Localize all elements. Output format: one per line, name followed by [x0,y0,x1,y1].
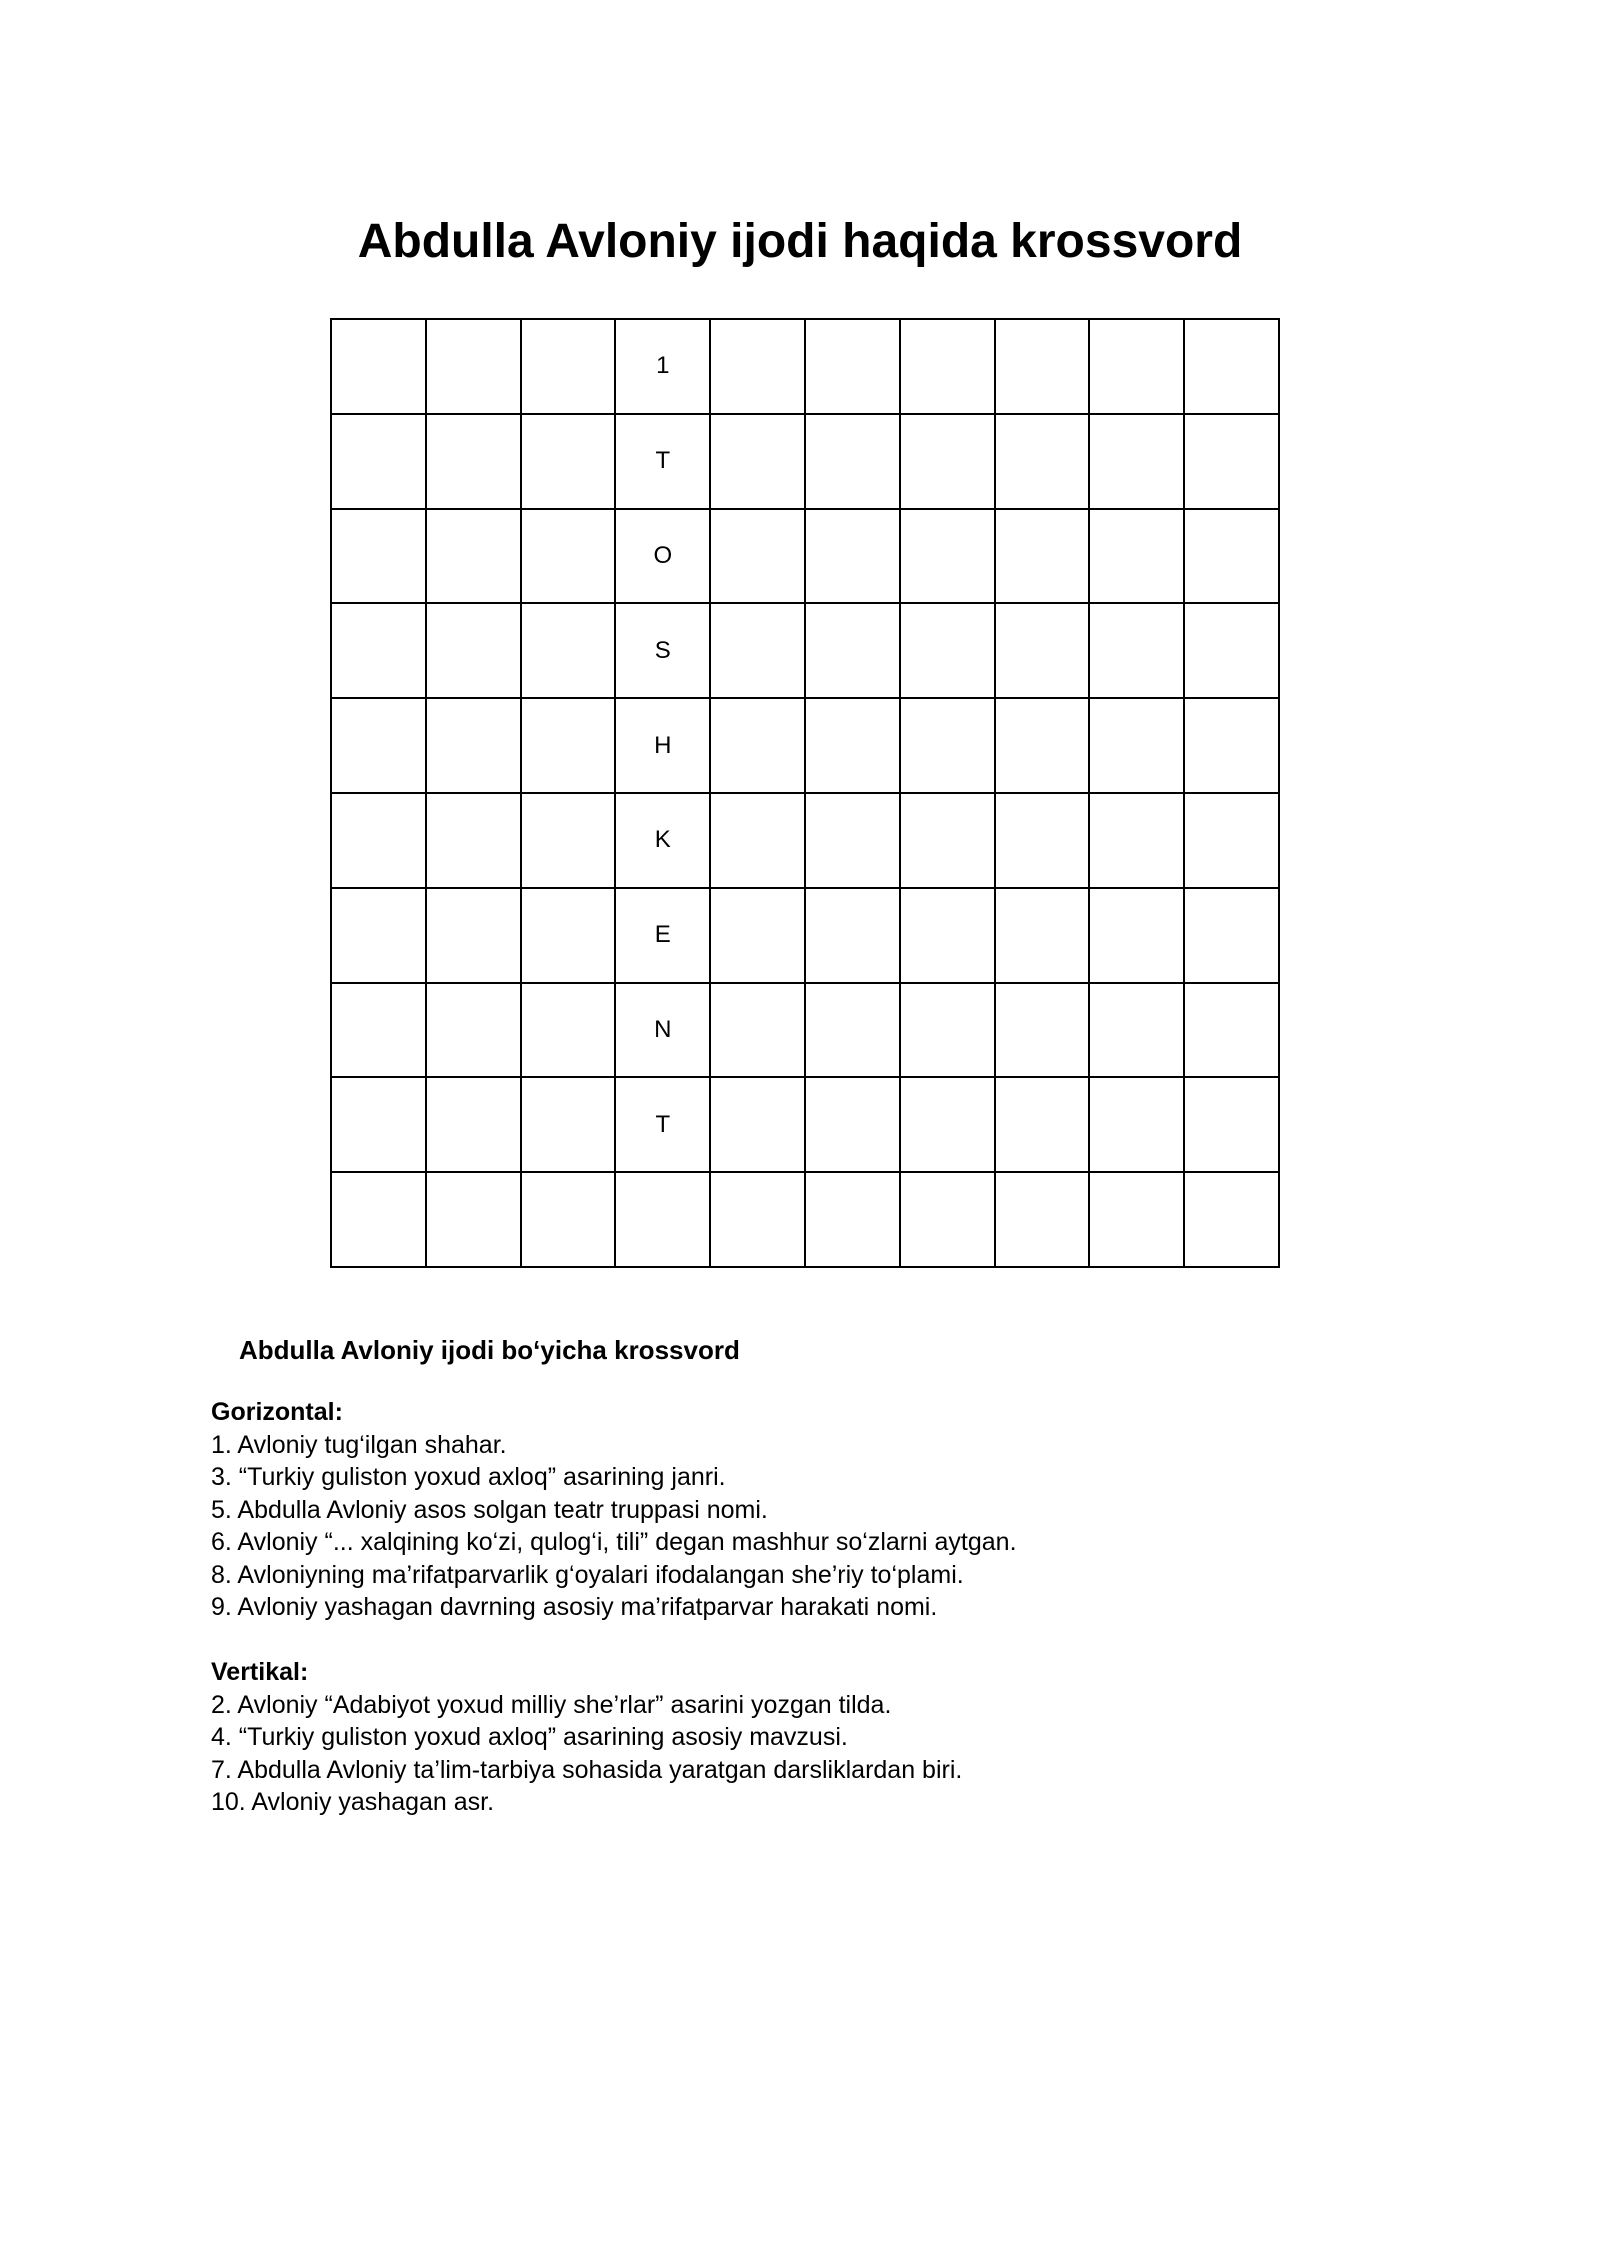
crossword-cell[interactable] [522,984,617,1079]
crossword-cell[interactable] [522,699,617,794]
crossword-cell[interactable] [806,1078,901,1173]
crossword-cell[interactable] [1185,984,1280,1079]
crossword-cell[interactable]: 1 [616,320,711,415]
crossword-subtitle: Abdulla Avloniy ijodi bo‘yicha krossvord [239,1335,740,1365]
crossword-cell[interactable] [1090,320,1185,415]
crossword-cell[interactable] [332,889,427,984]
crossword-cell[interactable]: T [616,1078,711,1173]
crossword-cell[interactable] [996,889,1091,984]
crossword-cell[interactable] [806,320,901,415]
vertical-clue: 4. “Turkiy guliston yoxud axloq” asarining asosiy mavzusi. [211,1723,848,1751]
vertical-clue: 7. Abdulla Avloniy ta’lim-tarbiya sohasida yaratgan darsliklardan biri. [211,1755,963,1784]
crossword-cell[interactable] [996,984,1091,1079]
crossword-cell[interactable] [1185,794,1280,889]
crossword-cell[interactable] [1185,604,1280,699]
crossword-cell[interactable] [522,510,617,605]
horizontal-clue: 5. Abdulla Avloniy asos solgan teatr truppasi nomi. [211,1495,768,1524]
crossword-cell[interactable] [332,984,427,1079]
crossword-cell[interactable] [806,794,901,889]
crossword-cell[interactable] [1185,510,1280,605]
crossword-cell[interactable] [332,1078,427,1173]
crossword-cell[interactable] [427,699,522,794]
crossword-cell[interactable] [711,794,806,889]
crossword-cell[interactable] [332,1173,427,1268]
crossword-cell[interactable] [806,984,901,1079]
crossword-cell[interactable] [901,699,996,794]
crossword-cell[interactable] [711,510,806,605]
crossword-cell[interactable] [901,415,996,510]
crossword-cell[interactable] [522,604,617,699]
crossword-cell[interactable] [901,320,996,415]
crossword-cell[interactable] [427,510,522,605]
crossword-cell[interactable] [332,699,427,794]
crossword-cell[interactable] [522,889,617,984]
vertical-clue: 10. Avloniy yashagan asr. [211,1788,495,1816]
crossword-cell[interactable] [901,604,996,699]
page-title: Abdulla Avloniy ijodi haqida krossvord [357,215,1243,268]
crossword-cell[interactable] [427,794,522,889]
crossword-cell[interactable] [1090,699,1185,794]
crossword-cell[interactable] [332,604,427,699]
crossword-cell[interactable] [711,984,806,1079]
crossword-cell[interactable]: K [616,794,711,889]
crossword-cell[interactable] [332,320,427,415]
crossword-cell[interactable] [427,415,522,510]
crossword-cell[interactable] [1185,699,1280,794]
crossword-cell[interactable]: S [616,604,711,699]
crossword-cell[interactable] [427,889,522,984]
horizontal-clue: 8. Avloniyning ma’rifatparvarlik g‘oyalari ifodalangan she’riy to‘plami. [211,1560,964,1589]
crossword-cell[interactable] [901,984,996,1079]
crossword-cell[interactable]: E [616,889,711,984]
crossword-cell[interactable] [427,1173,522,1268]
crossword-cell[interactable]: N [616,984,711,1079]
crossword-cell[interactable] [522,320,617,415]
crossword-cell[interactable] [1090,1173,1185,1268]
crossword-cell[interactable] [996,1173,1091,1268]
horizontal-clue: 9. Avloniy yashagan davrning asosiy ma’rifatparvar harakati nomi. [211,1593,938,1621]
crossword-cell[interactable] [1185,889,1280,984]
crossword-cell[interactable] [996,794,1091,889]
crossword-cell[interactable] [901,510,996,605]
crossword-cell[interactable] [711,1078,806,1173]
crossword-grid [330,318,1280,1268]
crossword-cell[interactable] [711,415,806,510]
crossword-cell[interactable] [996,415,1091,510]
crossword-cell[interactable]: H [616,699,711,794]
crossword-cell[interactable] [996,1078,1091,1173]
crossword-cell[interactable] [427,984,522,1079]
crossword-cell[interactable] [806,1173,901,1268]
crossword-cell[interactable] [427,604,522,699]
crossword-cell[interactable] [1090,1078,1185,1173]
crossword-cell[interactable] [806,699,901,794]
horizontal-clue: 6. Avloniy “... xalqining ko‘zi, qulog‘i, tili” degan mashhur so‘zlarni aytgan. [211,1528,1017,1556]
vertical-heading: Vertikal: [211,1658,309,1686]
crossword-cell[interactable] [711,1173,806,1268]
crossword-cell[interactable] [1185,1173,1280,1268]
crossword-cell[interactable] [332,510,427,605]
horizontal-clue: 1. Avloniy tug‘ilgan shahar. [211,1430,507,1459]
crossword-cell[interactable] [1185,1078,1280,1173]
crossword-cell[interactable] [901,889,996,984]
vertical-clues-section [211,1656,1411,1819]
crossword-cell[interactable] [996,510,1091,605]
crossword-cell[interactable] [1090,984,1185,1079]
crossword-cell[interactable] [1090,415,1185,510]
crossword-cell[interactable] [522,1078,617,1173]
vertical-clue: 2. Avloniy “Adabiyot yoxud milliy she’rlar” asarini yozgan tilda. [211,1690,892,1719]
crossword-cell[interactable] [806,415,901,510]
crossword-cell[interactable] [711,320,806,415]
crossword-cell[interactable] [616,1173,711,1268]
crossword-cell[interactable] [1185,320,1280,415]
horizontal-clues-section [211,1396,1411,1624]
crossword-cell[interactable] [711,604,806,699]
crossword-cell[interactable] [1090,794,1185,889]
crossword-cell[interactable] [522,1173,617,1268]
crossword-cell[interactable] [522,415,617,510]
crossword-cell[interactable] [1090,889,1185,984]
horizontal-heading: Gorizontal: [211,1398,343,1426]
crossword-cell[interactable] [806,604,901,699]
crossword-cell[interactable] [427,1078,522,1173]
crossword-cell[interactable] [427,320,522,415]
crossword-cell[interactable]: O [616,510,711,605]
crossword-cell[interactable] [711,889,806,984]
crossword-cell[interactable] [996,699,1091,794]
crossword-cell[interactable] [806,889,901,984]
crossword-cell[interactable] [1185,415,1280,510]
crossword-cell[interactable] [332,794,427,889]
crossword-cell[interactable] [996,604,1091,699]
crossword-cell[interactable]: T [616,415,711,510]
horizontal-clue: 3. “Turkiy guliston yoxud axloq” asarining janri. [211,1463,726,1491]
crossword-cell[interactable] [806,510,901,605]
crossword-cell[interactable] [901,1173,996,1268]
crossword-cell[interactable] [1090,510,1185,605]
crossword-cell[interactable] [901,794,996,889]
crossword-cell[interactable] [522,794,617,889]
crossword-cell[interactable] [711,699,806,794]
crossword-cell[interactable] [901,1078,996,1173]
crossword-cell[interactable] [332,415,427,510]
crossword-cell[interactable] [1090,604,1185,699]
crossword-cell[interactable] [996,320,1091,415]
